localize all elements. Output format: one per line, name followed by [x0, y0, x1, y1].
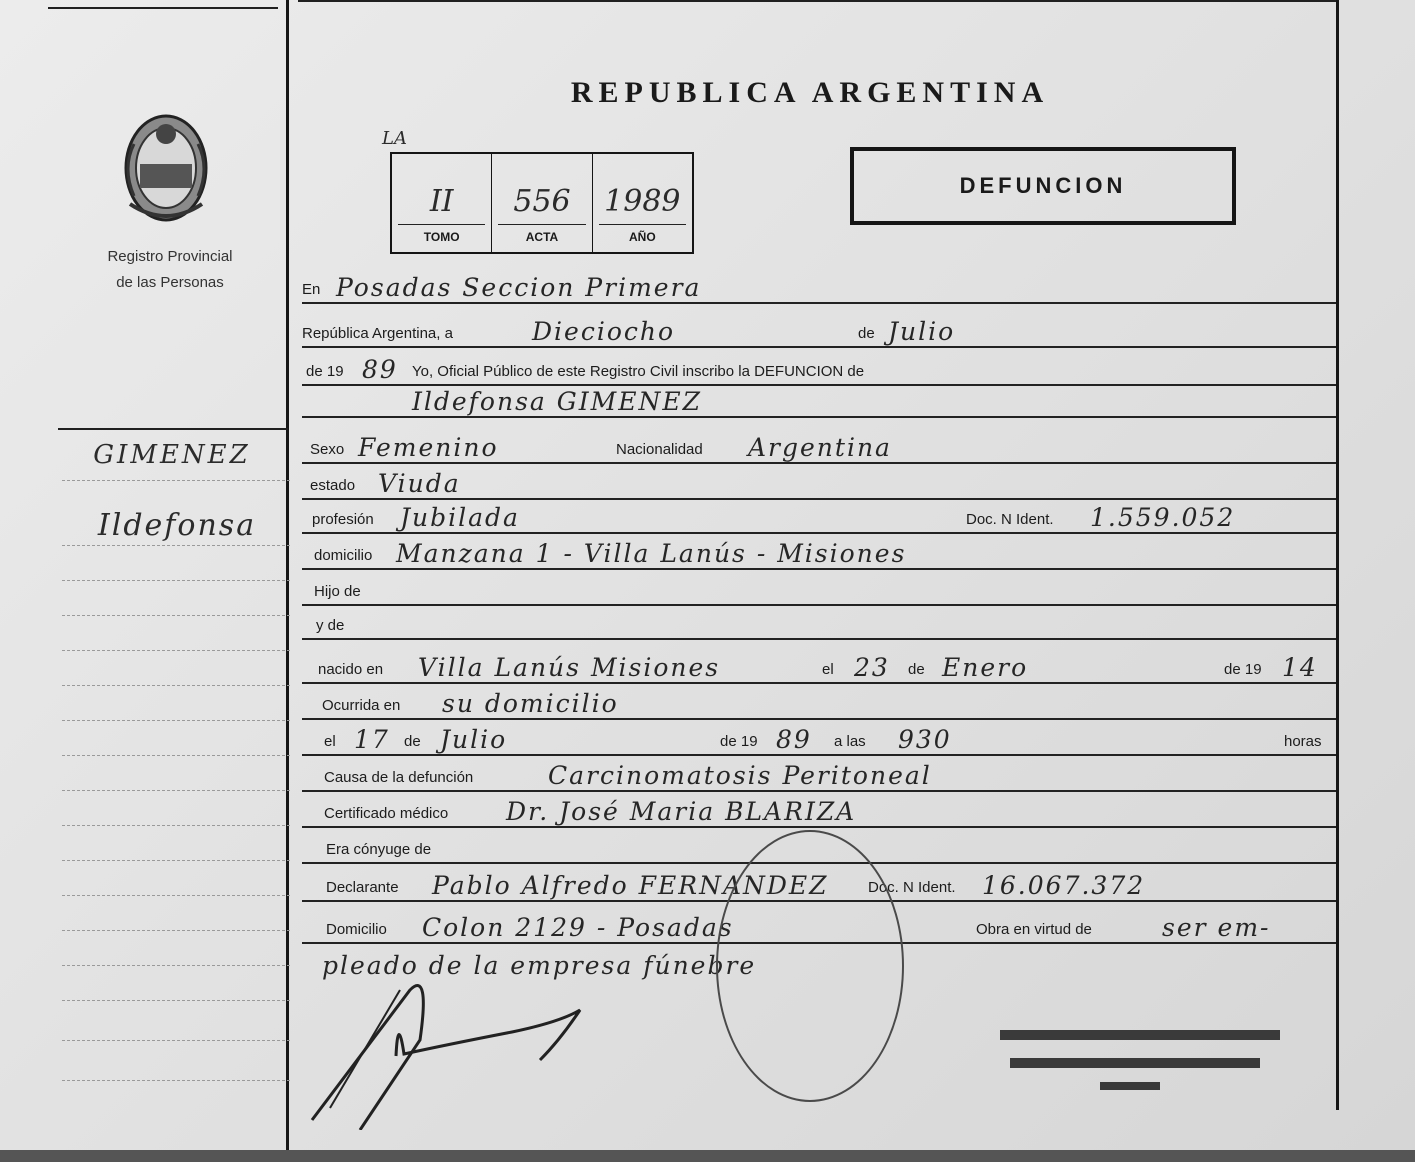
stub-divider	[58, 428, 288, 430]
de-label-2: de	[908, 661, 925, 678]
registry-line-2: de las Personas	[116, 274, 224, 291]
nac-ano-value: 14	[1282, 653, 1318, 682]
document-type-box	[850, 147, 1236, 225]
ocurrida-value: su domicilio	[442, 689, 619, 718]
causa-label: Causa de la defunción	[324, 769, 474, 786]
profesion-label: profesión	[312, 511, 374, 528]
cell-rule	[398, 224, 485, 225]
certificado-label: Certificado médico	[324, 805, 449, 822]
hijo-label: Hijo de	[314, 583, 361, 600]
a-las-label: a las	[834, 733, 866, 750]
tomo-cell	[392, 154, 492, 252]
nacido-label: nacido en	[318, 661, 384, 678]
row-nacido	[302, 648, 1336, 684]
stub-rule	[62, 930, 290, 931]
sexo-value: Femenino	[358, 433, 499, 462]
tomo-label: TOMO	[423, 230, 460, 244]
tomo-value: II	[429, 184, 454, 219]
de19-label-3: de 19	[720, 733, 758, 750]
stub-rule	[62, 545, 290, 546]
nac-mes-value: Enero	[942, 653, 1029, 682]
declarante-label: Declarante	[326, 879, 399, 896]
stamp-text-bar	[1000, 1030, 1280, 1040]
stub-rule	[62, 615, 290, 616]
stub-rule	[62, 1000, 290, 1001]
row-sexo	[302, 428, 1336, 464]
estado-label: estado	[310, 477, 356, 494]
document-title: REPUBLICA ARGENTINA	[570, 76, 1050, 109]
acta-value: 556	[513, 184, 571, 219]
row-inscripcion	[302, 350, 1336, 386]
mes-value: Julio	[888, 317, 956, 346]
lugar-value: Posadas Seccion Primera	[336, 273, 702, 302]
stub-rule	[62, 1040, 290, 1041]
stub-rule	[62, 650, 290, 651]
row-estado	[302, 464, 1336, 500]
nacido-lugar-value: Villa Lanús Misiones	[418, 653, 721, 682]
ano-value: 1989	[604, 184, 681, 219]
acta-cell	[492, 154, 592, 252]
row-lugar	[302, 268, 1336, 304]
causa-value: Carcinomatosis Peritoneal	[548, 761, 932, 790]
ano-label: AÑO	[628, 230, 656, 244]
def-mes-value: Julio	[440, 725, 508, 754]
row-hijo-de	[302, 570, 1336, 606]
de-label-3: de	[404, 733, 421, 750]
row-ocurrida	[302, 684, 1336, 720]
inscribo-text: Yo, Oficial Público de este Registro Civil inscribo la DEFUNCION de	[412, 363, 865, 380]
stub-rule	[62, 860, 290, 861]
obra-label: Obra en virtud de	[976, 921, 1092, 938]
coat-of-arms-icon	[112, 104, 220, 230]
ano-suffix-value: 89	[362, 355, 398, 384]
ocurrida-label: Ocurrida en	[322, 697, 401, 714]
dia-value: Dieciocho	[532, 317, 676, 346]
stub-rule	[62, 790, 290, 791]
republica-label: República Argentina, a	[302, 325, 453, 342]
doc-value: 1.559.052	[1090, 503, 1236, 532]
row-profesion	[302, 498, 1336, 534]
stamp-text-bar	[1100, 1082, 1160, 1090]
def-ano-value: 89	[776, 725, 812, 754]
stub-top-rule	[48, 7, 278, 9]
de-label: de	[858, 325, 875, 342]
document-type: DEFUNCION	[959, 173, 1127, 198]
doc-label: Doc. N Ident.	[966, 511, 1054, 528]
el-label-2: el	[324, 733, 336, 750]
declarante-value: Pablo Alfredo FERNANDEZ	[432, 871, 829, 900]
en-label: En	[302, 281, 321, 298]
def-dia-value: 17	[354, 725, 390, 754]
cell-rule	[498, 224, 585, 225]
estado-value: Viuda	[378, 469, 461, 498]
row-causa	[302, 756, 1336, 792]
stub-rule	[62, 825, 290, 826]
registry-name	[70, 244, 270, 296]
page-top-rule	[298, 0, 1336, 2]
nac-dia-value: 23	[854, 653, 890, 682]
nacionalidad-label: Nacionalidad	[616, 441, 703, 458]
left-margin-border	[286, 0, 289, 1150]
dom-value: Colon 2129 - Posadas	[422, 913, 734, 942]
declarante-doc-label: Doc. N Ident.	[868, 879, 956, 896]
scan-edge	[0, 1150, 1415, 1162]
horas-label: horas	[1284, 733, 1322, 750]
row-fecha-defuncion	[302, 720, 1336, 756]
stub-rule	[62, 895, 290, 896]
stub-rule	[62, 720, 290, 721]
stub-rule	[62, 685, 290, 686]
hora-value: 930	[898, 725, 952, 754]
row-fallecido	[302, 382, 1336, 418]
registry-line-1: Registro Provincial	[107, 248, 233, 265]
stub-rule	[62, 1080, 290, 1081]
row-certificado	[302, 792, 1336, 828]
stub-rule	[62, 965, 290, 966]
profesion-value: Jubilada	[400, 503, 520, 532]
row-fecha	[302, 312, 1336, 348]
cell-rule	[599, 224, 686, 225]
la-annotation: LA	[382, 128, 407, 149]
stub-rule	[62, 580, 290, 581]
row-y-de	[302, 604, 1336, 640]
de19-label-2: de 19	[1224, 661, 1262, 678]
acta-label: ACTA	[525, 230, 559, 244]
fallecido-value: Ildefonsa GIMENEZ	[412, 387, 702, 416]
domicilio-value: Manzana 1 - Villa Lanús - Misiones	[396, 539, 907, 568]
domicilio-label: domicilio	[314, 547, 373, 564]
row-domicilio	[302, 534, 1336, 570]
stub-surname: GIMENEZ	[93, 440, 251, 470]
nacionalidad-value: Argentina	[748, 433, 892, 462]
stamp-text-bar	[1010, 1058, 1260, 1068]
stub-rule	[62, 755, 290, 756]
el-label: el	[822, 661, 834, 678]
declarante-doc-value: 16.067.372	[982, 871, 1146, 900]
y-de-label: y de	[316, 617, 345, 634]
conyuge-label: Era cónyuge de	[326, 841, 432, 858]
stub-rule	[62, 480, 290, 481]
sexo-label: Sexo	[310, 441, 345, 458]
record-box	[390, 152, 694, 254]
de19-label: de 19	[306, 363, 344, 380]
stub-given-name: Ildefonsa	[97, 508, 257, 543]
ano-cell	[593, 154, 692, 252]
obra-cont-value: pleado de la empresa fúnebre	[322, 951, 757, 980]
dom-label: Domicilio	[326, 921, 387, 938]
obra-value: ser em-	[1162, 913, 1271, 942]
certificado-value: Dr. José Maria BLARIZA	[506, 797, 857, 826]
